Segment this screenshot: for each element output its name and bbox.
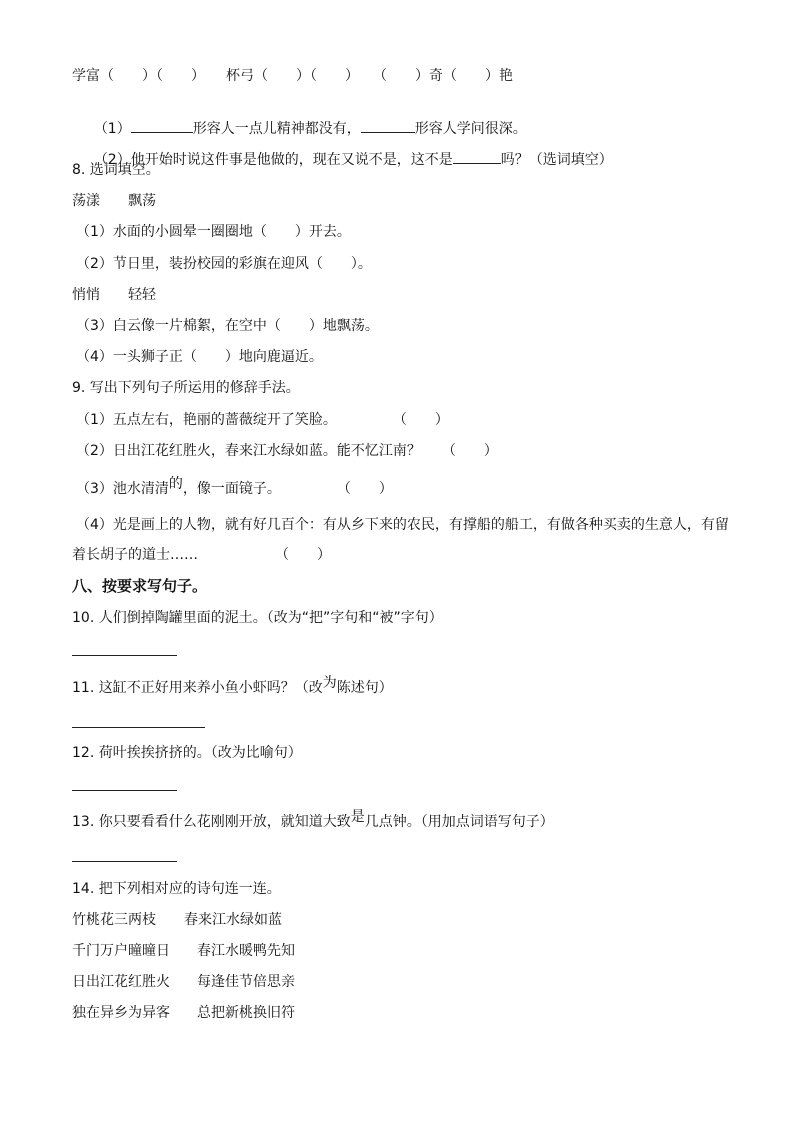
q11-raised-char: 为 [322, 675, 337, 691]
q7-s1-prefix: （1） [93, 121, 131, 137]
poem-left-4[interactable]: 独在异乡为异客 [72, 1005, 170, 1021]
q8-title: 8. 选词填空。 [72, 162, 160, 178]
poem-right-4[interactable]: 总把新桃换旧符 [197, 1005, 295, 1021]
q13-raised-char: 是 [350, 809, 365, 825]
q14-title: 14. 把下列相对应的诗句连一连。 [72, 881, 281, 897]
q10-text: 10. 人们倒掉陶罐里面的泥土。（改为“把”字句和“被”字句） [72, 610, 443, 626]
poem-left-3[interactable]: 日出江花红胜火 [72, 974, 170, 990]
q10-answer-line[interactable] [72, 655, 177, 656]
q8-sentence-2: （2）节日里，装扮校园的彩旗在迎风（ ）。 [76, 256, 372, 272]
q9-sentence-4-line-2: 着长胡子的道士…… （ ） [72, 547, 331, 563]
q7-s1-suffix: 形容人学问很深。 [414, 121, 527, 137]
q11-part-c: 陈述句） [336, 680, 393, 696]
q9-sentence-1: （1）五点左右，艳丽的蔷薇绽开了笑脸。 （ ） [76, 412, 449, 428]
q11-part-a: 11. 这缸不正好用来养小鱼小虾吗？（改 [72, 680, 323, 696]
q9-sentence-3 [76, 476, 393, 499]
q11-answer-line[interactable] [72, 727, 205, 728]
q8-sentence-3: （3）白云像一片棉絮，在空中（ ）地飘荡。 [76, 318, 379, 334]
q7-s2-prefix: （2）他开始时说这件事是他做的，现在又说不是，这不是 [93, 152, 453, 168]
q12-text: 12. 荷叶挨挨挤挤的。（改为比喻句） [72, 745, 302, 761]
q8-word-choices-1: 荡漾 飘荡 [72, 193, 156, 209]
poem-left-2[interactable]: 千门万户曈曈日 [72, 943, 170, 959]
poem-right-1[interactable]: 春来江水绿如蓝 [184, 912, 282, 928]
q8-sentence-1: （1）水面的小圆晕一圈圈地（ ）开去。 [76, 224, 351, 240]
section-8-heading: 八、按要求写句子。 [72, 577, 208, 595]
q13-part-a: 13. 你只要看看什么花刚刚开放，就知道大致 [72, 814, 351, 830]
q7-s2-suffix: 吗？（选词填空） [500, 152, 613, 168]
q9-s3-part-a: （3）池水清清 [76, 481, 169, 497]
q13-answer-line[interactable] [72, 861, 177, 862]
poem-right-3[interactable]: 每逢佳节倍思亲 [197, 974, 295, 990]
q9-title: 9. 写出下列句子所运用的修辞手法。 [72, 380, 300, 396]
idiom-blanks-row: 学富（ ）（ ） 杯弓（ ）（ ） （ ）奇（ ）艳 [72, 68, 513, 84]
q9-sentence-4-line-1: （4）光是画上的人物，就有好几百个：有从乡下来的农民，有撑船的船工，有做各种买卖的生意人，有留 [76, 517, 729, 533]
q9-s3-part-c: ，像一面镜子。 （ ） [182, 481, 393, 497]
q8-word-choices-2: 悄悄 轻轻 [72, 287, 156, 303]
q7-s2-blank[interactable] [453, 149, 501, 164]
q8-sentence-4: （4）一头狮子正（ ）地向鹿逼近。 [76, 349, 323, 365]
q7-s1-middle: 形容人一点儿精神都没有， [192, 121, 361, 137]
q13-part-c: 几点钟。（用加点词语写句子） [364, 814, 554, 830]
q11-text [72, 675, 393, 698]
q13-text [72, 809, 554, 832]
poem-left-1[interactable]: 竹桃花三两枝 [72, 912, 156, 928]
q12-answer-line[interactable] [72, 790, 177, 791]
q9-sentence-2: （2）日出江花红胜火，春来江水绿如蓝。能不忆江南？ （ ） [76, 443, 498, 459]
q9-s3-raised-char: 的 [168, 476, 183, 492]
poem-right-2[interactable]: 春江水暖鸭先知 [197, 943, 295, 959]
